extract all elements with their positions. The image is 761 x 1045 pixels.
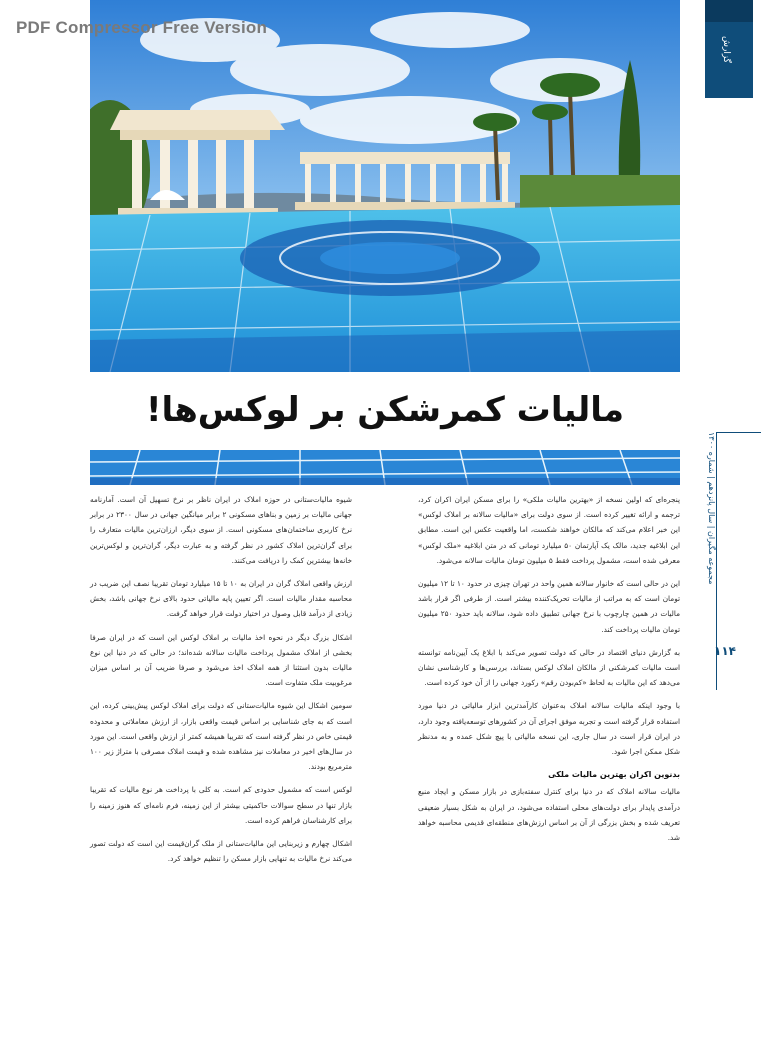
article-column-left xyxy=(90,492,352,874)
pdf-watermark: PDF Compressor Free Version xyxy=(16,18,268,37)
paragraph: مالیات سالانه املاک که در دنیا برای کنترل سفته‌بازی در بازار مسکن و ایجاد منبع درآمدی پایدار برای دولت‌های محلی استفاده می‌شود، در ایران به شکل بسیار ضعیفی تعریف شده و بخش بزرگی از آن بر اساس ارزش‌های منطقه‌ای قدیمی محاسبه خواهد شد. xyxy=(418,787,680,843)
page-number: ۱۱۴ xyxy=(714,644,736,658)
running-footer-label: مجموعه مگیران | سال پانزدهم | شماره ۱۳۰۰ xyxy=(707,432,716,585)
paragraph: با وجود اینکه مالیات سالانه املاک به‌عنوان کارآمدترین ابزار مالیاتی در دنیا مورد استفاده قرار گرفته است و تجربه موفق اجرای آن در کشورهای توسعه‌یافته وجود دارد، در ایران قرار است در سال جاری، این نسخه مالیاتی با پیچ شکل عمده و به مدنظر شکل ممکن اجرا شود. xyxy=(418,701,680,757)
paragraph: شیوه مالیات‌ستانی در حوزه املاک در ایران ناظر بر نرخ تسهیل آن است. آمارنامه جهانی مالیات بر زمین و بناهای مسکونی ۲ برابر میانگین جهانی در سال ۲۳۰۰ در برابر نرخ کاربری ساختمان‌های مسکونی است. از سوی دیگر، ارزان‌ترین مالیات متعارف را برای گران‌ترین املاک کشور در نظر گرفته و به عبارت دیگر، گران‌ترین و لوکس‌ترین خانه‌ها بیشترین کمک را دریافت می‌کنند. xyxy=(90,495,352,565)
article-column-right xyxy=(418,492,680,853)
paragraph: لوکس است که مشمول حدودی کم است. به کلی با پرداخت هر نوع مالیات که تقریبا بازار تنها در سطح سوالات حاکمیتی بیشتر از این زمینه، فرم نامه‌ای که هنوز زمینه را برای کارشناسان فراهم کرده است. xyxy=(90,785,352,825)
section-tab xyxy=(705,0,753,98)
margin-rule-top xyxy=(716,432,761,433)
paragraph: ارزش واقعی املاک گران در ایران به ۱۰ تا ۱۵ میلیارد تومان تقریبا نصف این ضریب در محاسبه مقدار مالیات است. اگر تعیین پایه مالیاتی حدود بالای نرخ جهانی باشد، بخش زیادی از درآمد قابل وصول در اختیار دولت قرار خواهد گرفت. xyxy=(90,579,352,619)
article-title: مالیات کمرشکن بر لوکس‌ها! xyxy=(145,390,625,430)
paragraph: پنجره‌ای که اولین نسخه از «بهترین مالیات ملکی» را برای مسکن ایران اکران کرد، ترجمه و ارائه تغییر کرده است. از سوی دولت برای «مالیات سالانه بر املاک لوکس» این خبر اعلام می‌کند که مالکان خواهند شکست، اما واقعیت عکس این است. مطابق این ابلاغیه جدید، مالک یک آپارتمان ۵۰ میلیارد تومانی که در متن ابلاغیه «ملک لوکس» معرفی شده است، مشمول پرداخت فقط ۵ میلیون تومان مالیات سالانه می‌شود. xyxy=(418,495,681,565)
decorative-pool-strip xyxy=(90,450,680,485)
section-heading: بدنوین اکران بهترین مالیات ملکی xyxy=(548,770,680,780)
hero-photo xyxy=(90,0,680,372)
paragraph: این در حالی است که خانوار سالانه همین واحد در تهران چیزی در حدود ۱۰ تا ۱۲ میلیون تومان است که به مراتب از مالیات تحریک‌کننده بیشتر است. از طرفی اگر قرار باشد مالیات در همین چارچوب با نرخ جهانی تطبیق داده شود، سالانه باید حدود ۲۵۰ میلیون تومان مالیات پرداخت کند. xyxy=(418,579,680,634)
section-tab-label: گزارش xyxy=(721,36,731,64)
paragraph: به گزارش دنیای اقتصاد در حالی که دولت تصویر می‌کند با ابلاغ یک آیین‌نامه توانسته است مالیات کمرشکنی از مالکان املاک لوکس بستاند، بررسی‌ها و کارشناسی نشان می‌دهد که این مالیات به لحاظ «کم‌بودن رقم» رکورد جهانی را از آن خود کرده است. xyxy=(418,647,680,688)
paragraph: اشکال بزرگ دیگر در نحوه اخذ مالیات بر املاک لوکس این است که در ایران صرفا بخشی از املاک مشمول پرداخت مالیات سالانه شده‌اند؛ در حالی که در دنیا این نوع مالیات بدون استثنا از همه املاک اخذ می‌شود و صرفا ضریب آن بر اساس میزان مرغوبیت ملک متفاوت است. xyxy=(90,632,352,688)
paragraph: سومین اشکال این شیوه مالیات‌ستانی که دولت برای املاک لوکس پیش‌بینی کرده، این است که به جای شناسایی بر اساس قیمت واقعی بازار، از ارزش معاملاتی و محدوده قیمتی خاص در نظر گرفته است که تقریبا همیشه کمتر از ارزش واقعی است. این مورد در سال‌های اخیر در معاملات نیز مشاهده شده و قیمت املاک مصرفی با متراژ زیر ۱۰۰ مترمربع بودند. xyxy=(90,701,352,772)
paragraph: اشکال چهارم و زیربنایی این مالیات‌ستانی از ملک گران‌قیمت این است که دولت تصور می‌کند نرخ مالیات به تنهایی بازار مسکن را تنظیم خواهد کرد. xyxy=(90,839,352,864)
tab-notch xyxy=(705,0,753,22)
